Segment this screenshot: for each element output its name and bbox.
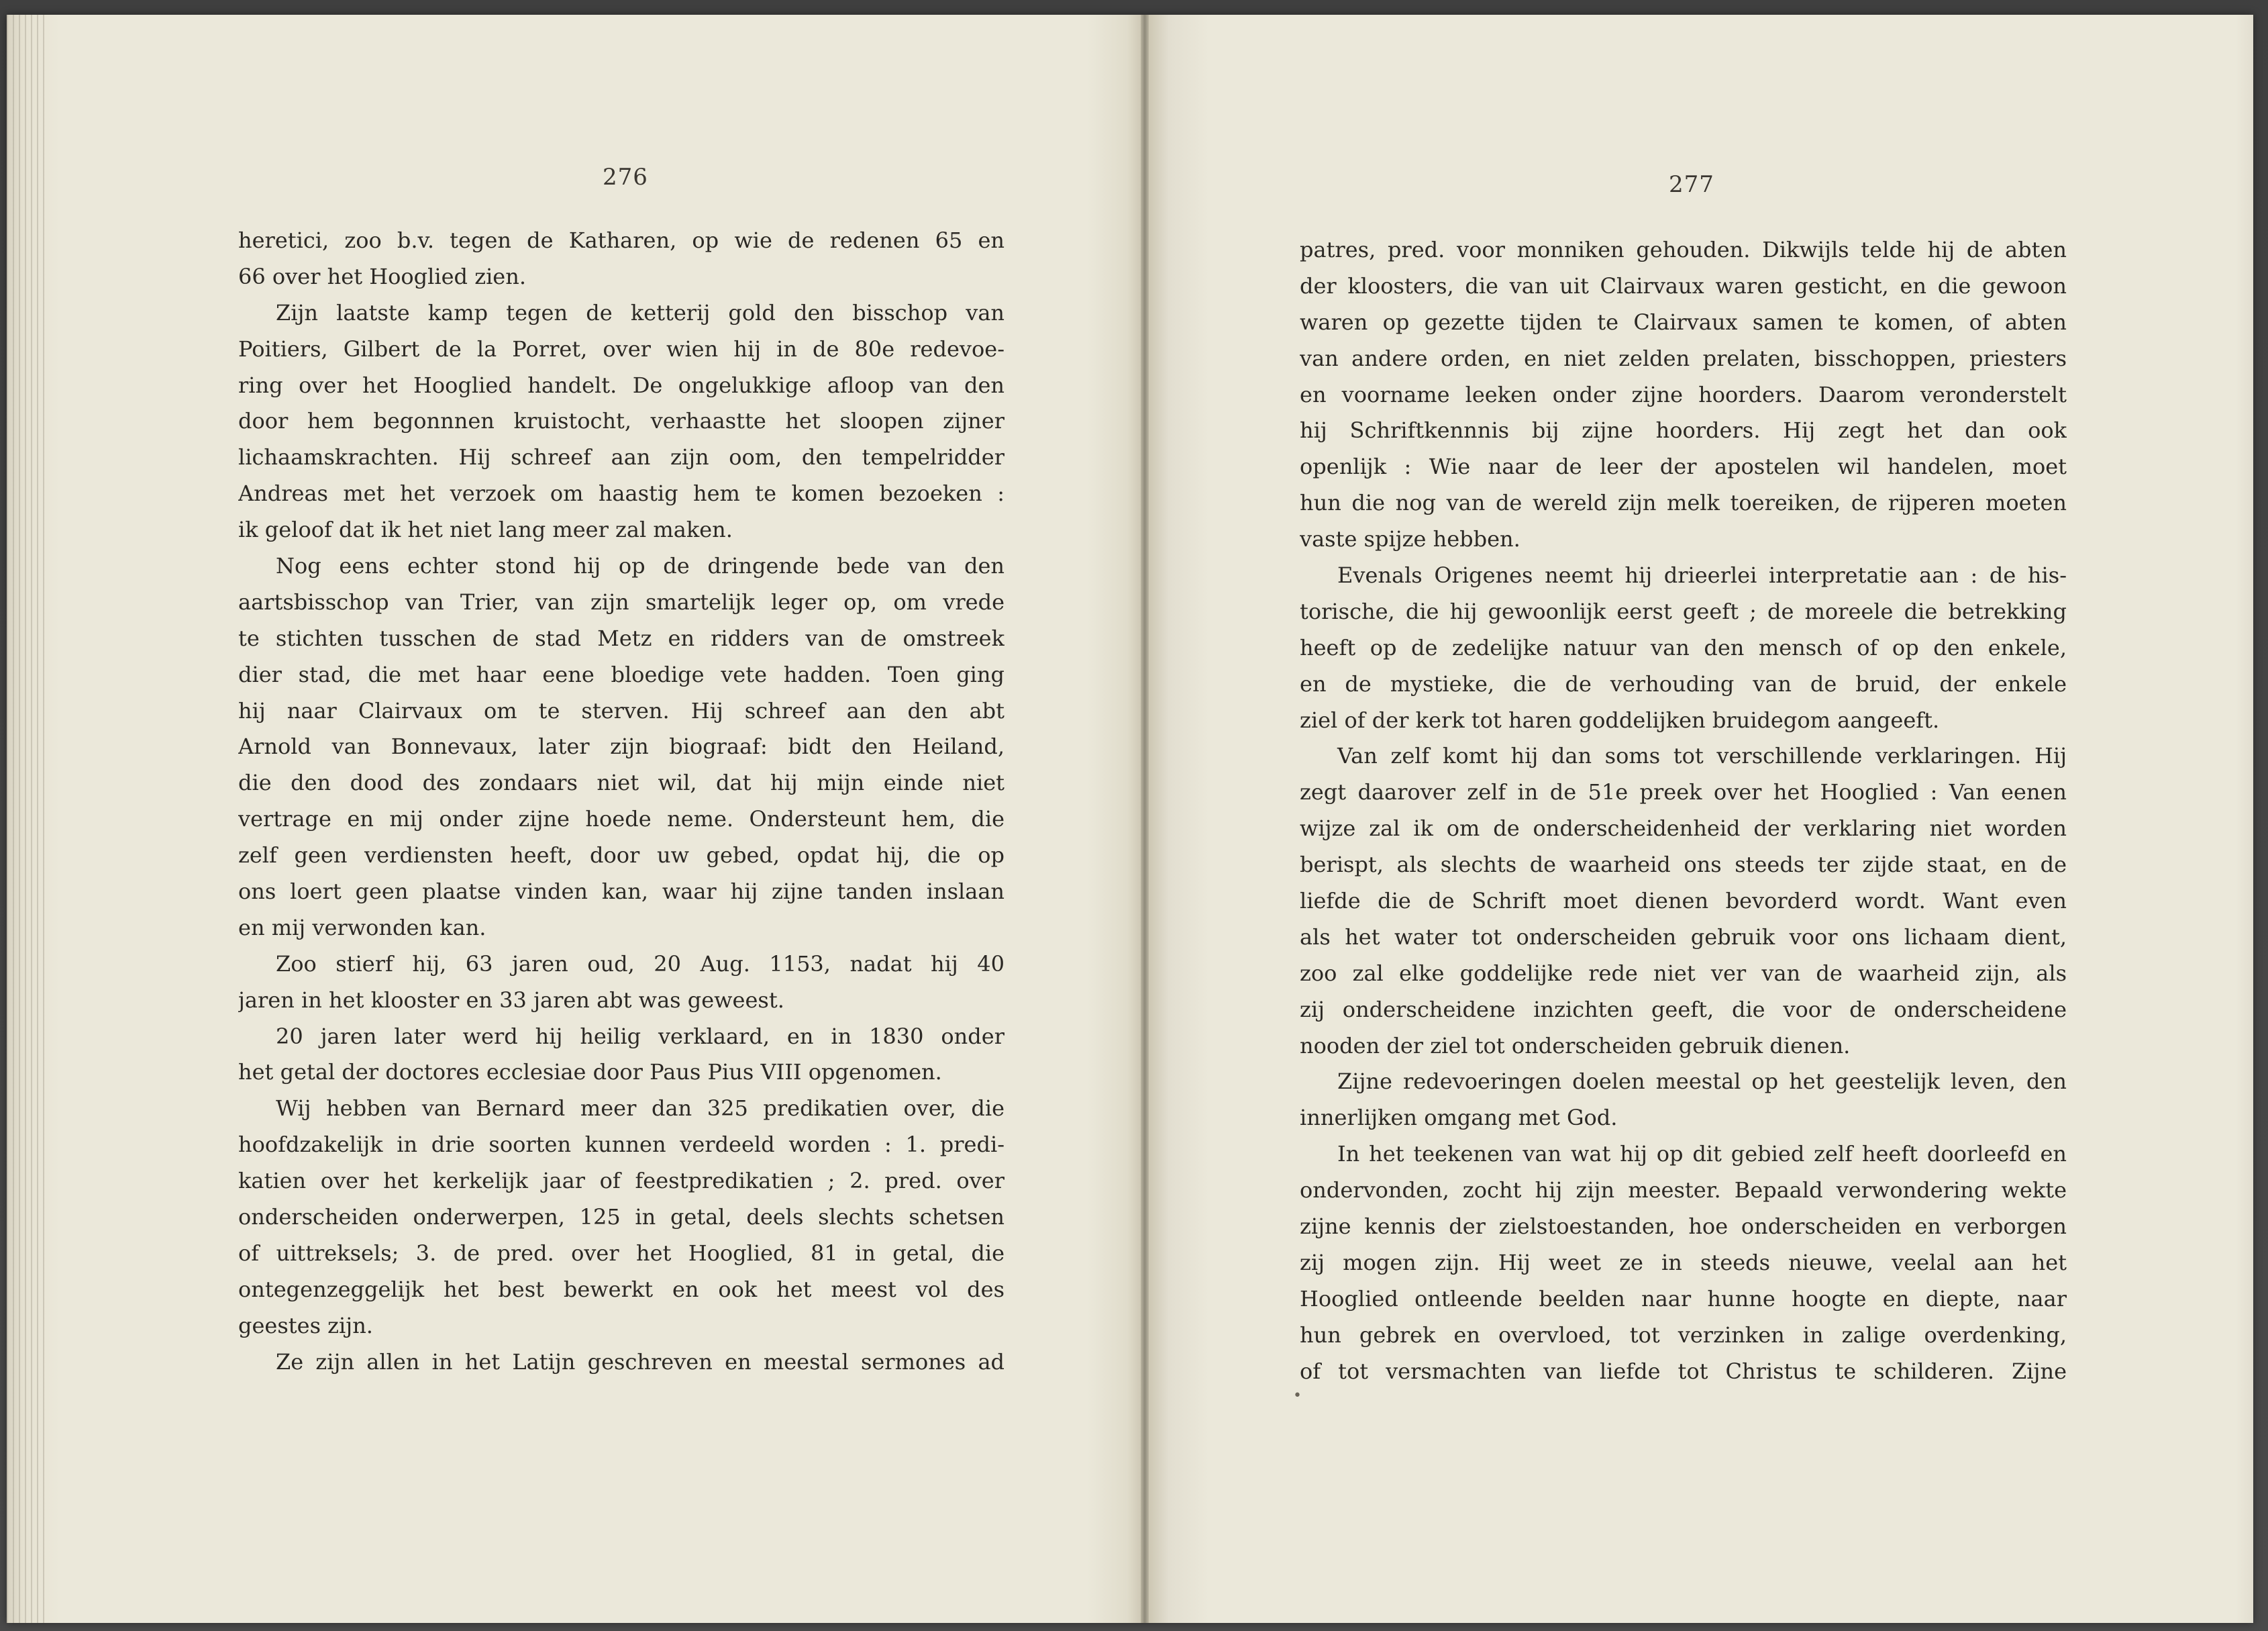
text-line: 20 jaren later werd hij heilig verklaard, en in 1830 onder [276, 1023, 1004, 1049]
text-line: Evenals Origenes neemt hij drieerlei interpretatie aan : de his- [1337, 562, 2067, 589]
text-line: waren op gezette tijden te Clairvaux samen te komen, of abten [1300, 309, 2067, 335]
text-line: vertrage en mij onder zijne hoede neme. Ondersteunt hem, die [238, 806, 1004, 832]
text-line: ontegenzeggelijk het best bewerkt en ook het meest vol des [238, 1276, 1004, 1302]
book-spread [7, 15, 2253, 1623]
text-line: ik geloof dat ik het niet lang meer zal maken. [238, 517, 733, 543]
text-line: heretici, zoo b.v. tegen de Katharen, op wie de redenen 65 en [238, 228, 1004, 253]
text-line: openlijk : Wie naar de leer der apostelen wil handelen, moet [1300, 454, 2067, 480]
text-line: en voorname leeken onder zijne hoorders. Daarom veronderstelt [1300, 381, 2067, 407]
text-line: torische, die hij gewoonlijk eerst geeft ; de moreele die betrekking [1300, 598, 2067, 624]
text-line: Wij hebben van Bernard meer dan 325 predikatien over, die [276, 1095, 1004, 1122]
text-line: In het teekenen van wat hij op dit gebied zelf heeft doorleefd en [1337, 1141, 2067, 1167]
text-line: hun gebrek en overvloed, tot verzinken in zalige overdenking, [1300, 1322, 2067, 1348]
left-page [7, 15, 1141, 1623]
text-line: heeft op de zedelijke natuur van den mensch of op den enkele, [1300, 634, 2067, 660]
page-number-left: 276 [603, 164, 648, 191]
text-line: Van zelf komt hij dan soms tot verschillende verklaringen. Hij [1337, 743, 2067, 769]
text-line: hij naar Clairvaux om te sterven. Hij schreef aan den abt [238, 697, 1004, 724]
text-line: lichaamskrachten. Hij schreef aan zijn oom, den tempelridder [238, 444, 1004, 471]
text-line: 66 over het Hooglied zien. [238, 263, 527, 289]
text-line: Arnold van Bonnevaux, later zijn biograaf: bidt den Heiland, [238, 734, 1004, 760]
text-line: en de mystieke, die de verhouding van de bruid, der enkele [1300, 671, 2067, 697]
text-line: dier stad, die met haar eene bloedige vete hadden. Toen ging [238, 661, 1004, 687]
text-line: van andere orden, en niet zelden prelaten, bisschoppen, priesters [1300, 345, 2067, 371]
text-line: aartsbisschop van Trier, van zijn smartelijk leger op, om vrede [238, 589, 1004, 615]
text-line: Zoo stierf hij, 63 jaren oud, 20 Aug. 1153, nadat hij 40 [276, 950, 1004, 977]
text-line: of uittreksels; 3. de pred. over het Hooglied, 81 in getal, die [238, 1240, 1004, 1266]
ink-speck: • [1293, 1387, 1302, 1404]
text-line: nooden der ziel tot onderscheiden gebruik dienen. [1300, 1032, 1851, 1058]
text-line: als het water tot onderscheiden gebruik voor ons lichaam dient, [1300, 924, 2067, 950]
text-line: innerlijken omgang met God. [1300, 1105, 1618, 1131]
text-line: zelf geen verdiensten heeft, door uw gebed, opdat hij, die op [238, 842, 1004, 869]
text-line: hoofdzakelijk in drie soorten kunnen verdeeld worden : 1. predi- [238, 1132, 1004, 1158]
text-line: te stichten tusschen de stad Metz en ridders van de omstreek [238, 625, 1004, 651]
right-page [1149, 15, 2253, 1623]
text-line: Poitiers, Gilbert de la Porret, over wien hij in de 80e redevoe- [238, 336, 1004, 362]
text-line: ondervonden, zocht hij zijn meester. Bepaald verwondering wekte [1300, 1177, 2067, 1203]
text-line: Ze zijn allen in het Latijn geschreven en meestal sermones ad [276, 1348, 1004, 1375]
text-line: hun die nog van de wereld zijn melk toereiken, de rijperen moeten [1300, 490, 2067, 516]
book-gutter [1141, 15, 1149, 1623]
text-line: katien over het kerkelijk jaar of feestpredikatien ; 2. pred. over [238, 1168, 1004, 1194]
text-line: en mij verwonden kan. [238, 914, 486, 940]
text-line: liefde die de Schrift moet dienen bevorderd wordt. Want even [1300, 888, 2067, 914]
text-line: Hooglied ontleende beelden naar hunne hoogte en diepte, naar [1300, 1285, 2067, 1312]
text-line: ziel of der kerk tot haren goddelijken bruidegom aangeeft. [1300, 707, 1940, 733]
text-line: ons loert geen plaatse vinden kan, waar hij zijne tanden inslaan [238, 879, 1004, 905]
text-line: jaren in het klooster en 33 jaren abt was geweest. [238, 987, 784, 1013]
text-line: berispt, als slechts de waarheid ons steeds ter zijde staat, en de [1300, 852, 2067, 878]
text-line: zij mogen zijn. Hij weet ze in steeds nieuwe, veelal aan het [1300, 1249, 2067, 1275]
text-line: zegt daarover zelf in de 51e preek over het Hooglied : Van eenen [1300, 779, 2067, 805]
right-page-text [1300, 232, 2067, 1390]
text-line: wijze zal ik om de onderscheidenheid der verklaring niet worden [1300, 816, 2067, 842]
text-line: hij Schriftkennnis bij zijne hoorders. Hij zegt het dan ook [1300, 417, 2067, 444]
text-line: die den dood des zondaars niet wil, dat hij mijn einde niet [238, 770, 1004, 796]
text-line: Andreas met het verzoek om haastig hem te komen bezoeken : [238, 481, 1004, 507]
text-line: door hem begonnnen kruistocht, verhaastte het sloopen zijner [238, 408, 1004, 434]
text-line: patres, pred. voor monniken gehouden. Dikwijls telde hij de abten [1300, 237, 2067, 262]
text-line: zoo zal elke goddelijke rede niet ver van de waarheid zijn, als [1300, 960, 2067, 986]
text-line: vaste spijze hebben. [1300, 526, 1520, 552]
text-line: of tot versmachten van liefde tot Christus te schilderen. Zijne [1300, 1358, 2067, 1384]
text-line: Zijn laatste kamp tegen de ketterij gold den bisschop van [276, 299, 1004, 326]
page-number-right: 277 [1669, 171, 1714, 198]
page-edges [7, 15, 47, 1623]
text-line: onderscheiden onderwerpen, 125 in getal, deels slechts schetsen [238, 1204, 1004, 1230]
text-line: ring over het Hooglied handelt. De ongelukkige afloop van den [238, 372, 1004, 398]
text-line: der kloosters, die van uit Clairvaux waren gesticht, en die gewoon [1300, 273, 2067, 299]
text-line: zijne kennis der zielstoestanden, hoe onderscheiden en verborgen [1300, 1214, 2067, 1240]
text-line: zij onderscheidene inzichten geeft, die voor de onderscheidene [1300, 996, 2067, 1022]
left-page-text [238, 223, 1004, 1381]
text-line: het getal der doctores ecclesiae door Paus Pius VIII opgenomen. [238, 1059, 942, 1085]
text-line: Zijne redevoeringen doelen meestal op het geestelijk leven, den [1337, 1069, 2067, 1095]
text-line: geestes zijn. [238, 1312, 373, 1338]
text-line: Nog eens echter stond hij op de dringende bede van den [276, 553, 1004, 579]
